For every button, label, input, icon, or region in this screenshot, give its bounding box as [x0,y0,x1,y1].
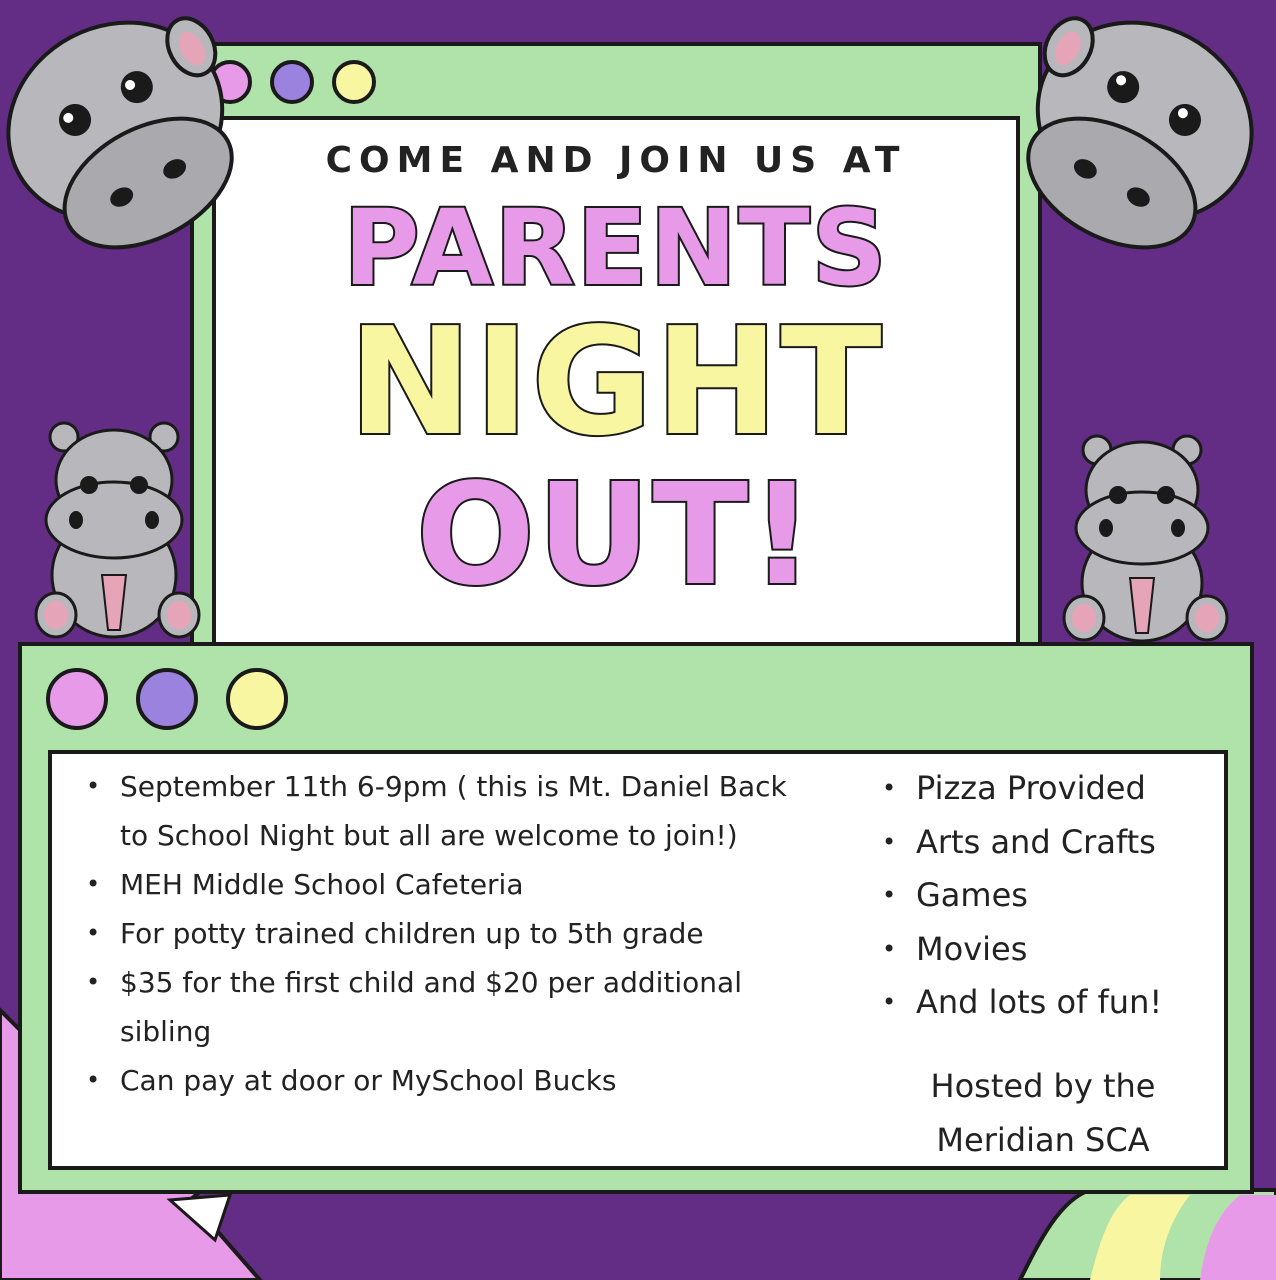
list-item: • MEH Middle School Cafeteria [82,860,812,909]
list-item: • Movies [878,923,1218,977]
title-window [190,42,1042,682]
hippo-head-icon [0,0,260,300]
list-item: • September 11th 6-9pm ( this is Mt. Daniel Back to School Night but all are welcome to join!) [82,762,812,860]
activities-list [878,762,1218,1030]
window-dot-icon [136,668,198,730]
list-item: • Pizza Provided [878,762,1218,816]
details-window [18,642,1254,1194]
host-line-2: Meridian SCA [936,1121,1150,1159]
hippo-sitting-icon [1062,428,1232,648]
hippo-head-icon [990,0,1276,300]
title-night: NIGHT [348,296,884,468]
list-item: • Games [878,869,1218,923]
event-details-list [82,762,812,1105]
window-dot-icon [332,60,376,104]
host-credit [878,1059,1208,1167]
list-item: • And lots of fun! [878,976,1218,1030]
list-item: • Arts and Crafts [878,816,1218,870]
list-item: • Can pay at door or MySchool Bucks [82,1056,812,1105]
title-out: OUT! [415,454,817,617]
window-dot-icon [270,60,314,104]
hippo-sitting-icon [34,415,204,645]
window-dot-icon [226,668,288,730]
window-dot-icon [46,668,108,730]
title-parents: PARENTS [343,187,889,309]
host-line-1: Hosted by the [930,1067,1156,1105]
kicker-text: COME AND JOIN US AT [325,140,907,181]
list-item: • $35 for the first child and $20 per additional sibling [82,958,812,1056]
details-pane [48,750,1228,1170]
list-item: • For potty trained children up to 5th grade [82,909,812,958]
